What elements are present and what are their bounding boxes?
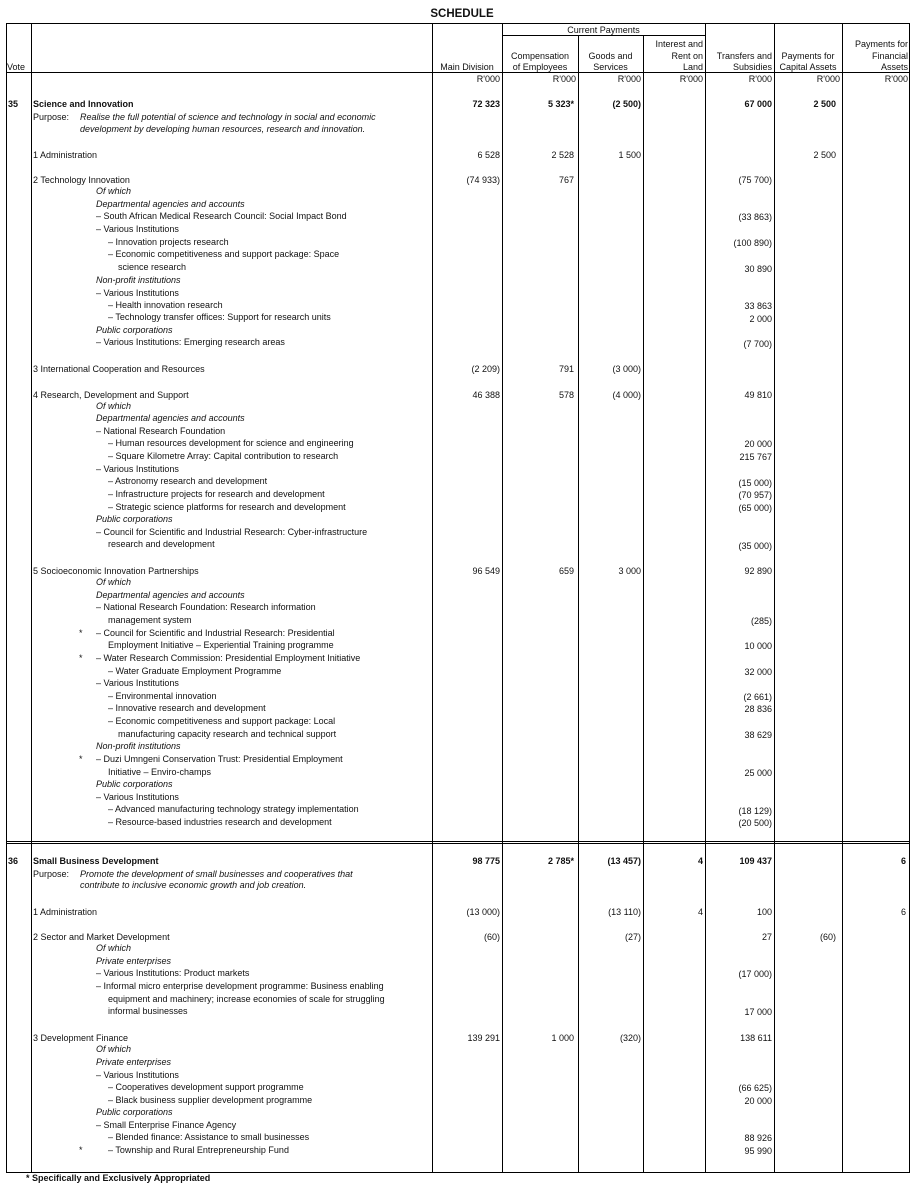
header-vote: Vote	[7, 62, 26, 72]
row-label: Purpose:	[33, 869, 70, 879]
cell-md: 6 528	[477, 150, 500, 160]
row-label: Public corporations	[96, 325, 173, 335]
row-label: – Square Kilometre Array: Capital contribution to research	[108, 451, 339, 461]
cell-trans: 95 990	[744, 1146, 772, 1156]
cell-goods: 3 000	[618, 566, 641, 576]
cell-trans: (70 957)	[738, 490, 772, 500]
row-label: 1 Administration	[33, 150, 98, 160]
row-label: – Astronomy research and development	[108, 476, 268, 486]
cell-md: (2 209)	[471, 364, 500, 374]
row-label: – Various Institutions: Emerging research areas	[96, 337, 285, 347]
header-trans-1: Transfers and	[716, 51, 772, 61]
row-label: – Various Institutions	[96, 1070, 179, 1080]
row-label: Small Business Development	[33, 856, 159, 866]
row-label: equipment and machinery; increase economies of scale for struggling	[108, 994, 385, 1004]
row-label: Public corporations	[96, 514, 173, 524]
row-label: – Small Enterprise Finance Agency	[96, 1120, 237, 1130]
cell-trans: 49 810	[744, 390, 772, 400]
vote-separator	[6, 841, 910, 844]
row-label: Purpose:	[33, 112, 70, 122]
cell-trans: 32 000	[744, 667, 772, 677]
cell-comp: 659	[558, 566, 574, 576]
cell-goods: 1 500	[618, 150, 641, 160]
cell-md: 46 388	[472, 390, 500, 400]
col-rule	[502, 23, 503, 1173]
row-label: – Council for Scientific and Industrial Research: Cyber-infrastructure	[96, 527, 368, 537]
header-goods-1: Goods and	[588, 51, 633, 61]
cell-comp: 578	[558, 390, 574, 400]
cell-trans: 33 863	[744, 301, 772, 311]
cell-trans: 100	[756, 907, 772, 917]
col-rule	[432, 23, 433, 1173]
appropriation-marker: *	[79, 628, 83, 638]
row-label: – Human resources development for science and engineering	[108, 438, 354, 448]
cell-trans: 25 000	[744, 768, 772, 778]
unit-label: R'000	[476, 74, 500, 84]
col-rule	[842, 23, 843, 1173]
cell-trans: 138 611	[740, 1033, 772, 1043]
row-label: 1 Administration	[33, 907, 98, 917]
row-label: contribute to inclusive economic growth and job creation.	[80, 880, 307, 890]
row-label: Employment Initiative – Experiential Training programme	[108, 640, 334, 650]
cell-cap: 2 500	[813, 99, 836, 109]
cell-comp: 2 528	[551, 150, 574, 160]
cell-trans: (18 129)	[738, 806, 772, 816]
row-label: – Innovation projects research	[108, 237, 229, 247]
col-rule	[643, 36, 644, 1173]
cell-trans: 92 890	[744, 566, 772, 576]
row-label: – Various Institutions	[96, 678, 179, 688]
row-label: Of which	[96, 943, 132, 953]
cell-fin: 6	[900, 856, 906, 866]
cell-trans: (75 700)	[738, 175, 772, 185]
cell-goods: (4 000)	[612, 390, 641, 400]
header-current-payments: Current Payments	[567, 25, 640, 35]
row-label: – Economic competitiveness and support package: Space	[108, 249, 340, 259]
unit-label: R'000	[552, 74, 576, 84]
cell-trans: 2 000	[749, 314, 772, 324]
row-label: – Various Institutions: Product markets	[96, 968, 250, 978]
cell-fin: 6	[900, 907, 906, 917]
cell-comp: 2 785*	[547, 856, 574, 866]
cell-goods: (13 457)	[607, 856, 641, 866]
row-label: Of which	[96, 401, 132, 411]
row-label: – Black business supplier development programme	[108, 1095, 313, 1105]
header-fin-1: Payments for	[854, 39, 908, 49]
cell-trans: 10 000	[744, 641, 772, 651]
row-label: Private enterprises	[96, 1057, 172, 1067]
cell-trans: (7 700)	[743, 339, 772, 349]
row-label: – Strategic science platforms for research and development	[108, 502, 346, 512]
header-comp-1: Compensation	[510, 51, 570, 61]
header-comp-2: of Employees	[512, 62, 568, 72]
row-label: research and development	[108, 539, 215, 549]
row-label: – Health innovation research	[108, 300, 223, 310]
cell-trans: 28 836	[744, 704, 772, 714]
row-label: – South African Medical Research Council: Social Impact Bond	[96, 211, 347, 221]
cell-md: 96 549	[472, 566, 500, 576]
cell-trans: 20 000	[744, 1096, 772, 1106]
cell-cap: 2 500	[813, 150, 836, 160]
row-label: 2 Technology Innovation	[33, 175, 130, 185]
cell-trans: (33 863)	[738, 212, 772, 222]
row-label: – Various Institutions	[96, 224, 179, 234]
header-int-2: Rent on	[671, 51, 703, 61]
cell-trans: (65 000)	[738, 503, 772, 513]
row-label: Non-profit institutions	[96, 275, 181, 285]
cell-trans: 88 926	[744, 1133, 772, 1143]
row-label: Non-profit institutions	[96, 741, 181, 751]
cell-md: (13 000)	[466, 907, 500, 917]
row-label: – Council for Scientific and Industrial Research: Presidential	[96, 628, 335, 638]
appropriation-marker: *	[79, 1145, 83, 1155]
row-label: Initiative – Enviro-champs	[108, 767, 212, 777]
cell-md: 139 291	[467, 1033, 500, 1043]
row-label: Private enterprises	[96, 956, 172, 966]
row-label: – Infrastructure projects for research and development	[108, 489, 325, 499]
row-label: informal businesses	[108, 1006, 188, 1016]
row-label: development by developing human resources, research and innovation.	[80, 124, 366, 134]
row-label: Promote the development of small businesses and cooperatives that	[80, 869, 353, 879]
cell-trans: (2 661)	[743, 692, 772, 702]
header-fin-2: Financial	[871, 51, 908, 61]
col-rule	[774, 23, 775, 1173]
row-label: – Water Research Commission: Presidential Employment Initiative	[96, 653, 361, 663]
row-label: – Technology transfer offices: Support for research units	[108, 312, 331, 322]
unit-label: R'000	[679, 74, 703, 84]
header-goods-2: Services	[593, 62, 628, 72]
row-label: Departmental agencies and accounts	[96, 199, 245, 209]
row-label: – Various Institutions	[96, 464, 179, 474]
row-label: – Advanced manufacturing technology strategy implementation	[108, 804, 359, 814]
row-label: Science and Innovation	[33, 99, 134, 109]
cell-trans: (66 625)	[738, 1083, 772, 1093]
appropriation-marker: *	[79, 653, 83, 663]
page-title: SCHEDULE	[430, 8, 494, 20]
cell-cap: (60)	[819, 932, 836, 942]
row-label: – National Research Foundation	[96, 426, 226, 436]
cell-trans: (285)	[750, 616, 772, 626]
cell-trans: 20 000	[744, 439, 772, 449]
cell-trans: (20 500)	[738, 818, 772, 828]
cell-trans: (100 890)	[733, 238, 772, 248]
row-label: management system	[108, 615, 192, 625]
col-rule	[705, 23, 706, 1173]
unit-label: R'000	[816, 74, 840, 84]
header-cap-1: Payments for	[781, 51, 835, 61]
cell-comp: 5 323*	[547, 99, 574, 109]
row-label: 2 Sector and Market Development	[33, 932, 170, 942]
cell-goods: (320)	[619, 1033, 641, 1043]
cell-md: (74 933)	[466, 175, 500, 185]
cell-trans: 215 767	[739, 452, 772, 462]
row-label: – Resource-based industries research and development	[108, 817, 332, 827]
row-label: 3 International Cooperation and Resources	[33, 364, 205, 374]
cell-md: 72 323	[472, 99, 500, 109]
cell-trans: 67 000	[744, 99, 772, 109]
cell-md: (60)	[483, 932, 500, 942]
cell-trans: 17 000	[744, 1007, 772, 1017]
cell-goods: (13 110)	[608, 907, 641, 917]
header-int-3: Land	[682, 62, 703, 72]
cell-trans: 38 629	[744, 730, 772, 740]
unit-label: R'000	[617, 74, 641, 84]
cell-goods: (27)	[624, 932, 641, 942]
row-label: Departmental agencies and accounts	[96, 590, 245, 600]
cell-comp: 767	[558, 175, 574, 185]
col-rule	[578, 36, 579, 1173]
cell-trans: (15 000)	[738, 478, 772, 488]
row-label: Departmental agencies and accounts	[96, 413, 245, 423]
row-label: – Innovative research and development	[108, 703, 266, 713]
row-label: manufacturing capacity research and technical support	[118, 729, 337, 739]
cell-md: 98 775	[472, 856, 500, 866]
cell-trans: 30 890	[744, 264, 772, 274]
cell-comp: 1 000	[551, 1033, 574, 1043]
row-label: – Water Graduate Employment Programme	[108, 666, 282, 676]
row-label: – Economic competitiveness and support package: Local	[108, 716, 336, 726]
row-label: – Duzi Umngeni Conservation Trust: Presidential Employment	[96, 754, 343, 764]
row-label: Of which	[96, 1044, 132, 1054]
row-label: science research	[118, 262, 187, 272]
header-cap-2: Capital Assets	[779, 62, 837, 72]
vote-number: 36	[8, 856, 19, 866]
row-label: – Cooperatives development support programme	[108, 1082, 304, 1092]
cell-goods: (3 000)	[612, 364, 641, 374]
header-main-division: Main Division	[440, 62, 494, 72]
row-label: Of which	[96, 577, 132, 587]
cell-comp: 791	[558, 364, 574, 374]
cell-trans: 27	[761, 932, 772, 942]
header-int-1: Interest and	[655, 39, 703, 49]
footnote: * Specifically and Exclusively Appropriated	[26, 1173, 211, 1183]
unit-label: R'000	[884, 74, 908, 84]
row-label: – Blended finance: Assistance to small businesses	[108, 1132, 310, 1142]
header-trans-2: Subsidies	[732, 62, 772, 72]
row-label: – Township and Rural Entrepreneurship Fund	[108, 1145, 289, 1155]
appropriation-marker: *	[79, 754, 83, 764]
row-label: – Informal micro enterprise development programme: Business enabling	[96, 981, 384, 991]
row-label: – Various Institutions	[96, 288, 179, 298]
row-label: – Various Institutions	[96, 792, 179, 802]
row-label: Public corporations	[96, 779, 173, 789]
col-rule	[31, 23, 32, 1173]
cell-trans: 109 437	[739, 856, 772, 866]
vote-number: 35	[8, 99, 19, 109]
cell-int: 4	[697, 856, 703, 866]
row-label: Public corporations	[96, 1107, 173, 1117]
row-label: 5 Socioeconomic Innovation Partnerships	[33, 566, 199, 576]
row-label: – Environmental innovation	[108, 691, 217, 701]
row-label: 4 Research, Development and Support	[33, 390, 189, 400]
row-label: – National Research Foundation: Research information	[96, 602, 316, 612]
row-label: Realise the full potential of science and technology in social and economic	[80, 112, 376, 122]
cell-trans: (35 000)	[738, 541, 772, 551]
cell-int: 4	[697, 907, 703, 917]
unit-label: R'000	[748, 74, 772, 84]
cell-goods: (2 500)	[612, 99, 641, 109]
header-fin-3: Assets	[880, 62, 908, 72]
cell-trans: (17 000)	[738, 969, 772, 979]
row-label: Of which	[96, 186, 132, 196]
row-label: 3 Development Finance	[33, 1033, 129, 1043]
